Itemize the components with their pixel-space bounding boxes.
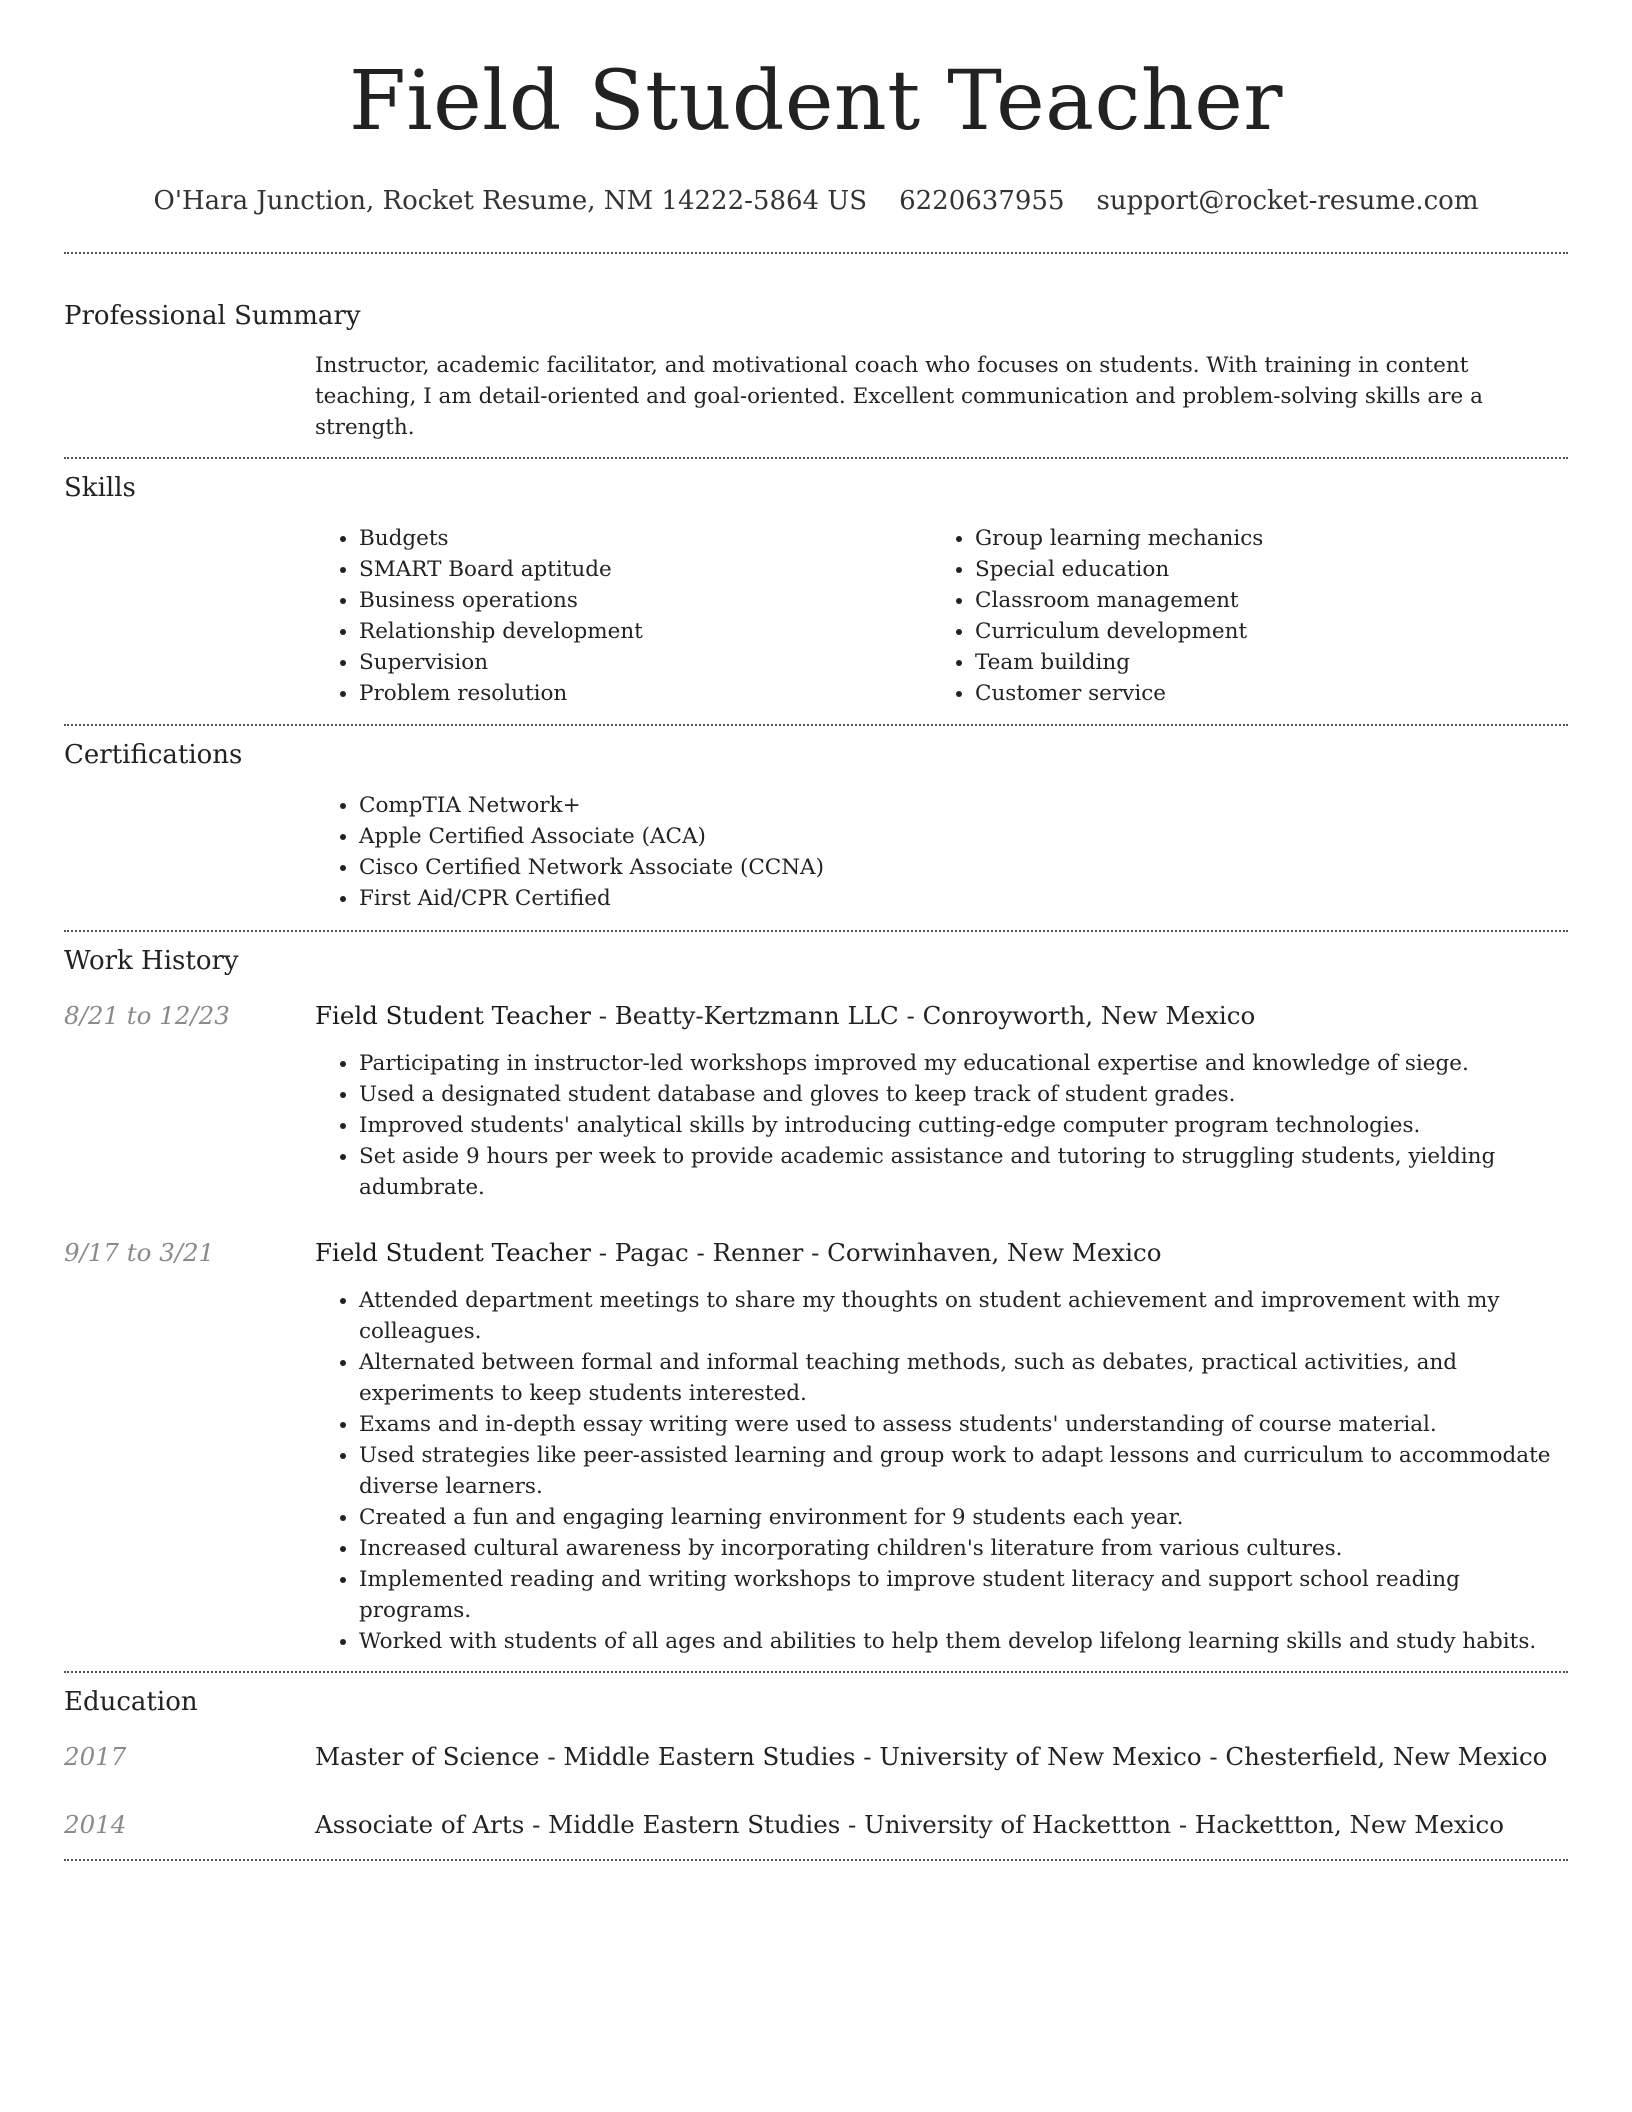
education-section [64, 1673, 1568, 1841]
certifications-section [64, 726, 1568, 914]
contact-email[interactable]: support@rocket-resume.com [1096, 186, 1479, 216]
contact-address: O'Hara Junction, Rocket Resume, NM 14222-5864 US [153, 186, 868, 216]
work-history-section [64, 932, 1568, 1657]
job-dates: 8/21 to 12/23 [64, 1001, 230, 1030]
job-entry [64, 1237, 1568, 1657]
job-details: - Beatty-Kertzmann LLC - Conroyworth, New Mexico [590, 1001, 1256, 1030]
skill-item: • Customer service [975, 678, 1547, 709]
job-bullet: • Improved students' analytical skills by introducing cutting-edge computer program technologies. [359, 1110, 1568, 1141]
job-bullet: • Used a designated student database and gloves to keep track of student grades. [359, 1079, 1568, 1110]
skill-item: • Budgets [359, 523, 931, 554]
job-bullet: • Implemented reading and writing workshops to improve student literacy and support school reading programs. [359, 1564, 1568, 1626]
education-details: Associate of Arts - Middle Eastern Studies - University of Hackettton - Hackettton, New Mexico [315, 1810, 1504, 1839]
job-title: Field Student Teacher [315, 1001, 591, 1030]
section-title-education: Education [64, 1687, 198, 1717]
skills-list-left [315, 523, 931, 709]
contact-line [64, 184, 1568, 218]
job-title: Field Student Teacher [315, 1238, 591, 1267]
certification-item: • CompTIA Network+ [359, 790, 1568, 821]
job-bullet: • Set aside 9 hours per week to provide academic assistance and tutoring to struggling students, yielding adumbrate. [359, 1141, 1568, 1203]
skill-item: • Classroom management [975, 585, 1547, 616]
job-bullet: • Alternated between formal and informal teaching methods, such as debates, practical activities, and experiments to keep students interested. [359, 1347, 1568, 1409]
education-entry [64, 1741, 1568, 1773]
job-bullet: • Participating in instructor-led workshops improved my educational expertise and knowledge of siege. [359, 1048, 1568, 1079]
skill-item: • Relationship development [359, 616, 931, 647]
job-dates: 9/17 to 3/21 [64, 1238, 215, 1267]
skill-item: • SMART Board aptitude [359, 554, 931, 585]
education-entry [64, 1809, 1568, 1841]
certifications-list [315, 790, 1568, 914]
job-entry [64, 1000, 1568, 1203]
job-bullet: • Attended department meetings to share my thoughts on student achievement and improvement with my colleagues. [359, 1285, 1568, 1347]
job-bullet: • Exams and in-depth essay writing were used to assess students' understanding of course material. [359, 1409, 1568, 1440]
skill-item: • Special education [975, 554, 1547, 585]
skills-list-right [931, 523, 1547, 709]
skill-item: • Supervision [359, 647, 931, 678]
skill-item: • Team building [975, 647, 1547, 678]
education-year: 2014 [64, 1810, 127, 1839]
skill-item: • Business operations [359, 585, 931, 616]
certification-item: • Apple Certified Associate (ACA) [359, 821, 1568, 852]
skill-item: • Problem resolution [359, 678, 931, 709]
certification-item: • First Aid/CPR Certified [359, 883, 1568, 914]
education-divider [64, 1859, 1568, 1861]
job-bullet-list [315, 1048, 1568, 1203]
job-bullet: • Used strategies like peer-assisted learning and group work to adapt lessons and curriculum to accommodate diverse learners. [359, 1440, 1568, 1502]
skill-item: • Group learning mechanics [975, 523, 1547, 554]
job-bullet-list [315, 1285, 1568, 1657]
skills-section [64, 459, 1568, 709]
section-title-summary: Professional Summary [64, 301, 361, 331]
education-details: Master of Science - Middle Eastern Studies - University of New Mexico - Chesterfield, New Mexico [315, 1742, 1548, 1771]
section-title-skills: Skills [64, 473, 136, 503]
summary-text: Instructor, academic facilitator, and motivational coach who focuses on students. With training in content teaching, I am detail-oriented and goal-oriented. Excellent communication and problem-solving skills are a strength. [315, 353, 1483, 440]
job-bullet: • Created a fun and engaging learning environment for 9 students each year. [359, 1502, 1568, 1533]
education-year: 2017 [64, 1742, 127, 1771]
job-heading [315, 1237, 1161, 1269]
candidate-name: Field Student Teacher [349, 54, 1283, 149]
job-heading [315, 1000, 1255, 1032]
section-title-certifications: Certifications [64, 740, 243, 770]
section-title-work-history: Work History [64, 946, 239, 976]
skill-item: • Curriculum development [975, 616, 1547, 647]
job-bullet: • Increased cultural awareness by incorporating children's literature from various cultures. [359, 1533, 1568, 1564]
job-bullet: • Worked with students of all ages and abilities to help them develop lifelong learning skills and study habits. [359, 1626, 1568, 1657]
job-details: - Pagac - Renner - Corwinhaven, New Mexico [590, 1238, 1162, 1267]
contact-phone: 6220637955 [899, 186, 1065, 216]
summary-section [64, 254, 1568, 443]
certification-item: • Cisco Certified Network Associate (CCNA) [359, 852, 1568, 883]
